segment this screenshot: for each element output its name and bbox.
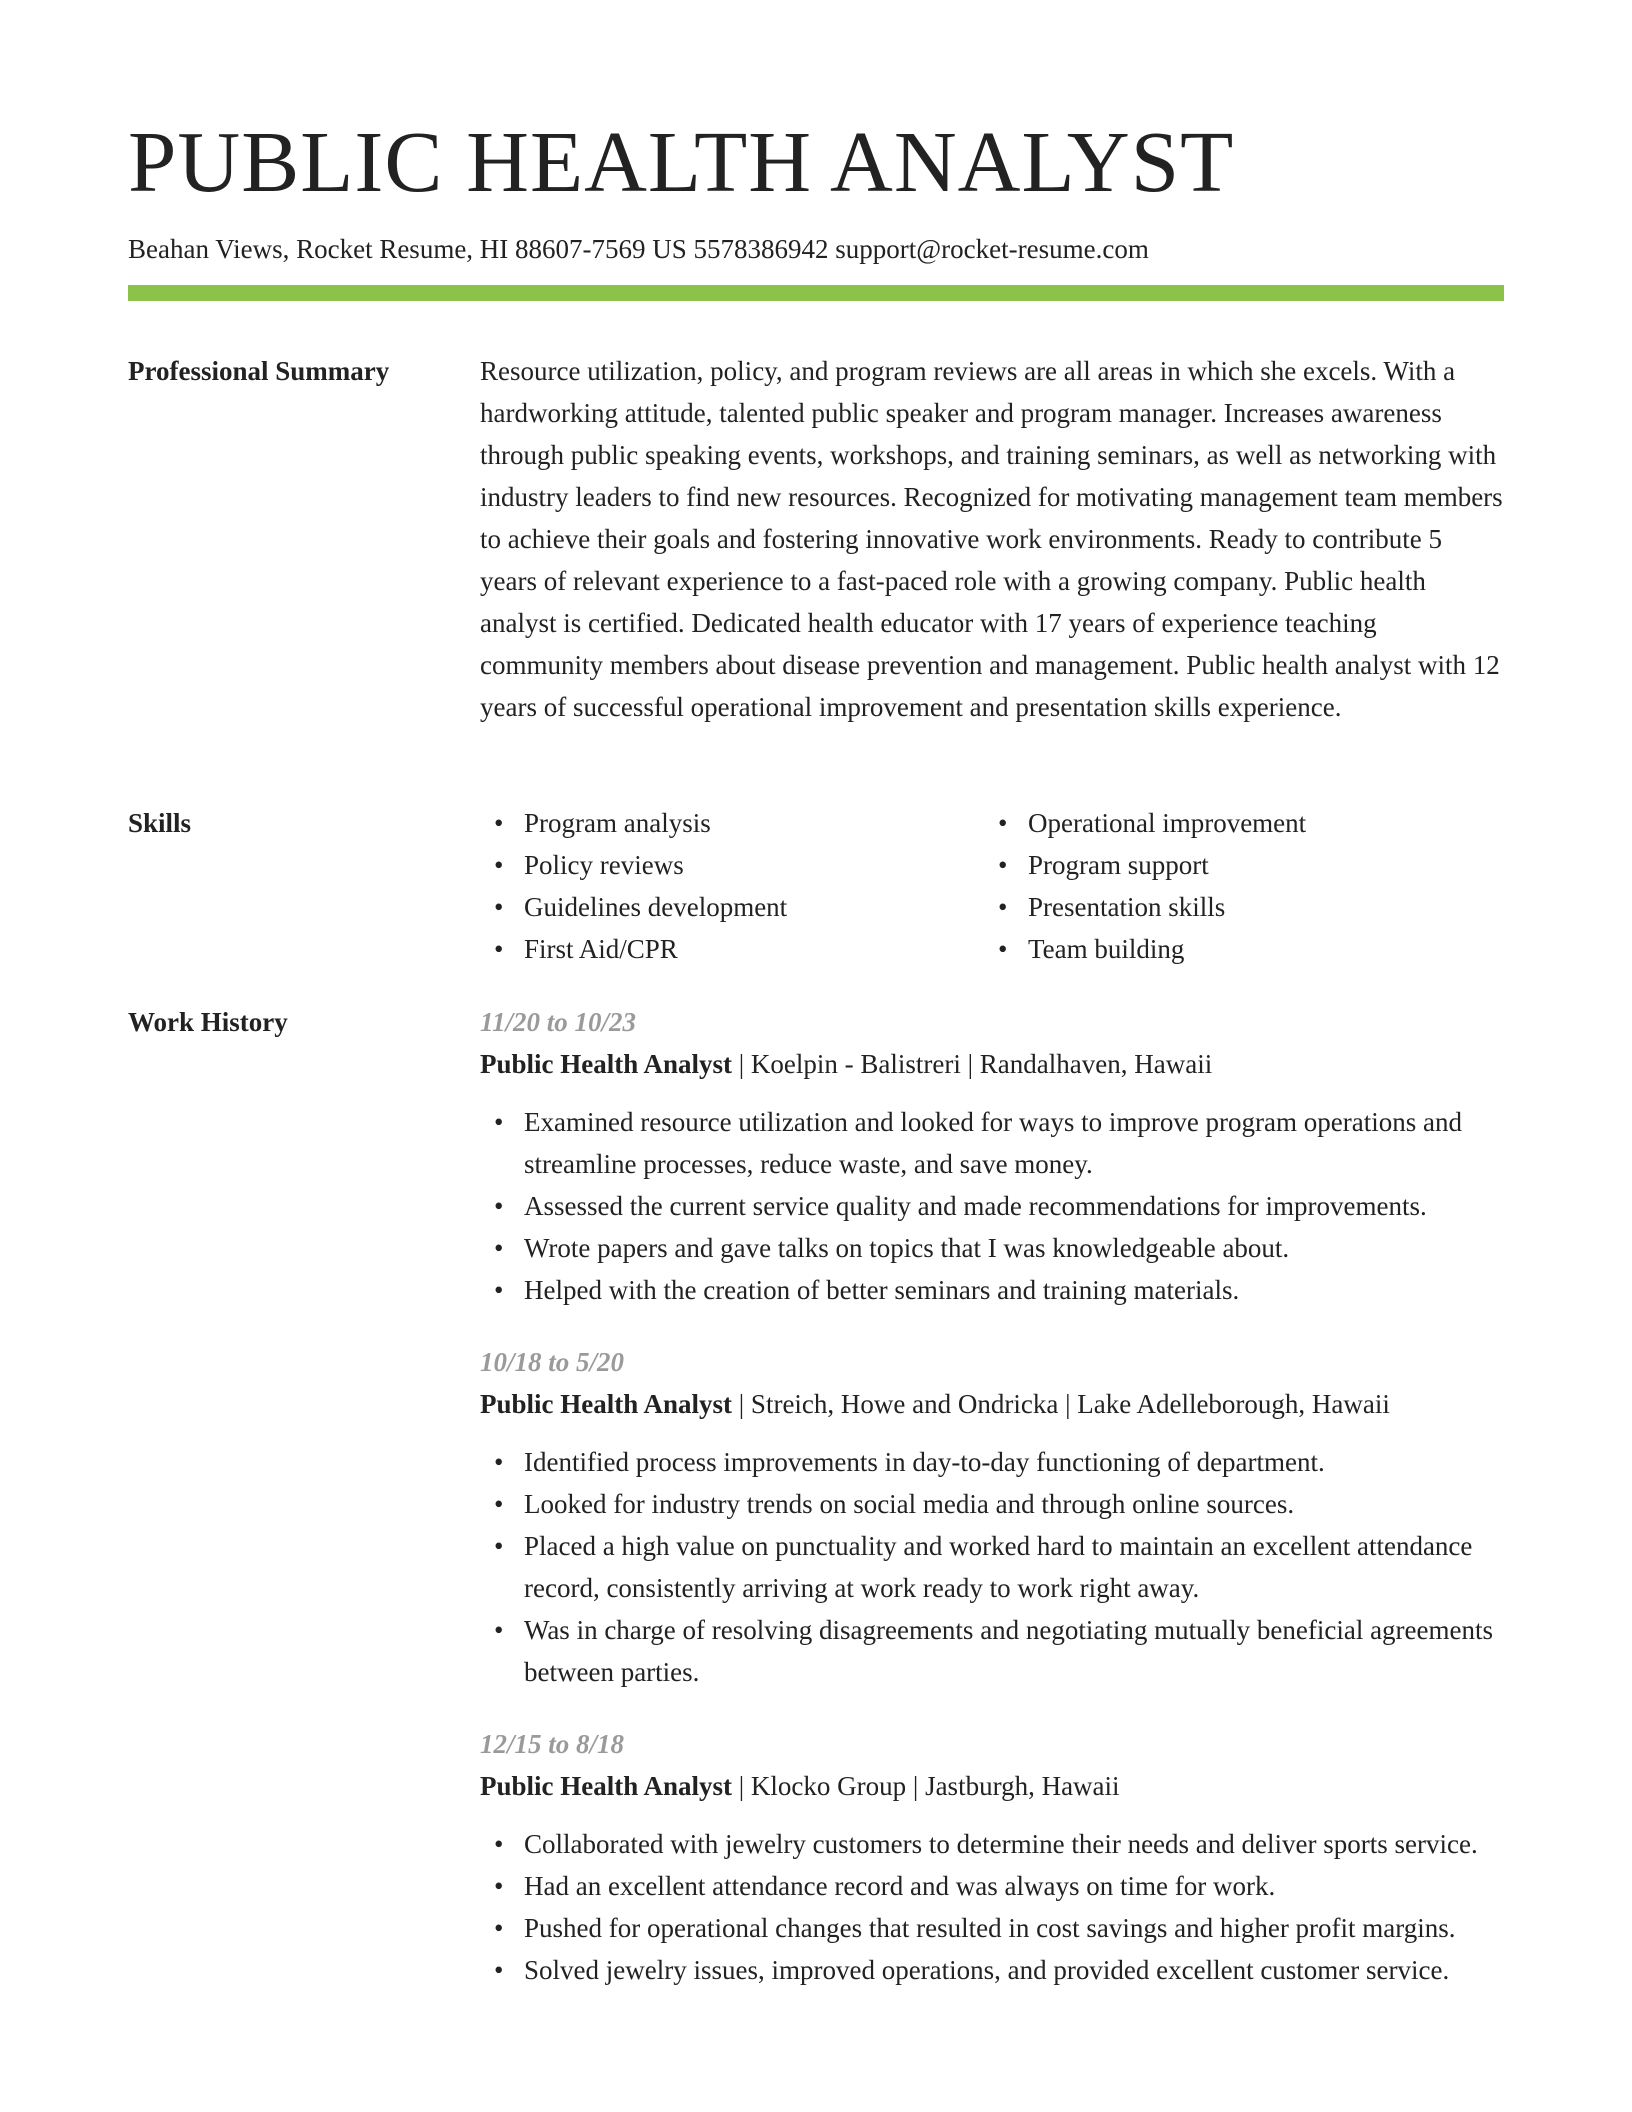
contact-info: Beahan Views, Rocket Resume, HI 88607-7569 US 5578386942 support@rocket-resume.com (128, 234, 1149, 264)
skills-list-right (984, 802, 1488, 970)
job-title-line (480, 1383, 1504, 1425)
job-company-location: | Koelpin - Balistreri | Randalhaven, Hawaii (732, 1049, 1213, 1079)
work-history-heading: Work History (128, 1007, 288, 1037)
job-entry (480, 1001, 1504, 1311)
job-title-line (480, 1765, 1504, 1807)
job-bullet: • Collaborated with jewelry customers to determine their needs and deliver sports service. (524, 1823, 1504, 1865)
job-title: Public Health Analyst (480, 1771, 733, 1801)
skill-item: • Presentation skills (1028, 886, 1488, 928)
skill-item: • Policy reviews (524, 844, 984, 886)
job-bullet: • Helped with the creation of better seminars and training materials. (524, 1269, 1504, 1311)
job-bullet: • Identified process improvements in day-to-day functioning of department. (524, 1441, 1504, 1483)
job-title: Public Health Analyst (480, 1389, 733, 1419)
skill-item: • Team building (1028, 928, 1488, 970)
summary-text: Resource utilization, policy, and program reviews are all areas in which she excels. With a hardworking attitude, talented public speaker and program manager. Increases awareness through public speaking events, workshops, and training seminars, as well as networking with industry leaders to find new resources. Recognized for motivating management team members to achieve their goals and fostering innovative work environments. Ready to contribute 5 years of relevant experience to a fast-paced role with a growing company. Public health analyst is certified. Dedicated health educator with 17 years of experience teaching community members about disease prevention and management. Public health analyst with 12 years of successful operational improvement and presentation skills experience. (480, 356, 1503, 722)
job-dates: 11/20 to 10/23 (480, 1007, 637, 1037)
job-bullet: • Was in charge of resolving disagreements and negotiating mutually beneficial agreements between parties. (524, 1609, 1504, 1693)
job-bullet-list (480, 1441, 1504, 1693)
skill-item: • First Aid/CPR (524, 928, 984, 970)
job-entry (480, 1723, 1504, 1991)
job-title: Public Health Analyst (480, 1049, 733, 1079)
job-bullet-list (480, 1101, 1504, 1311)
skills-heading: Skills (128, 808, 192, 838)
job-company-location: | Klocko Group | Jastburgh, Hawaii (732, 1771, 1120, 1801)
job-entry (480, 1341, 1504, 1693)
job-bullet: • Wrote papers and gave talks on topics that I was knowledgeable about. (524, 1227, 1504, 1269)
job-bullet: • Looked for industry trends on social media and through online sources. (524, 1483, 1504, 1525)
job-title-line (480, 1043, 1504, 1085)
job-bullet: • Placed a high value on punctuality and worked hard to maintain an excellent attendance record, consistently arriving at work ready to work right away. (524, 1525, 1504, 1609)
job-dates: 10/18 to 5/20 (480, 1347, 625, 1377)
accent-rule (128, 285, 1504, 301)
summary-heading: Professional Summary (128, 356, 390, 386)
resume-name: PUBLIC HEALTH ANALYST (128, 113, 1235, 210)
job-company-location: | Streich, Howe and Ondricka | Lake Adelleborough, Hawaii (732, 1389, 1390, 1419)
skills-list-left (480, 802, 984, 970)
job-list (480, 1001, 1504, 2021)
job-bullet: • Examined resource utilization and looked for ways to improve program operations and streamline processes, reduce waste, and save money. (524, 1101, 1504, 1185)
job-bullet: • Solved jewelry issues, improved operations, and provided excellent customer service. (524, 1949, 1504, 1991)
job-bullet: • Pushed for operational changes that resulted in cost savings and higher profit margins. (524, 1907, 1504, 1949)
skill-item: • Program support (1028, 844, 1488, 886)
job-bullet-list (480, 1823, 1504, 1991)
skill-item: • Operational improvement (1028, 802, 1488, 844)
job-bullet: • Assessed the current service quality and made recommendations for improvements. (524, 1185, 1504, 1227)
skill-item: • Guidelines development (524, 886, 984, 928)
skill-item: • Program analysis (524, 802, 984, 844)
job-dates: 12/15 to 8/18 (480, 1729, 625, 1759)
job-bullet: • Had an excellent attendance record and was always on time for work. (524, 1865, 1504, 1907)
